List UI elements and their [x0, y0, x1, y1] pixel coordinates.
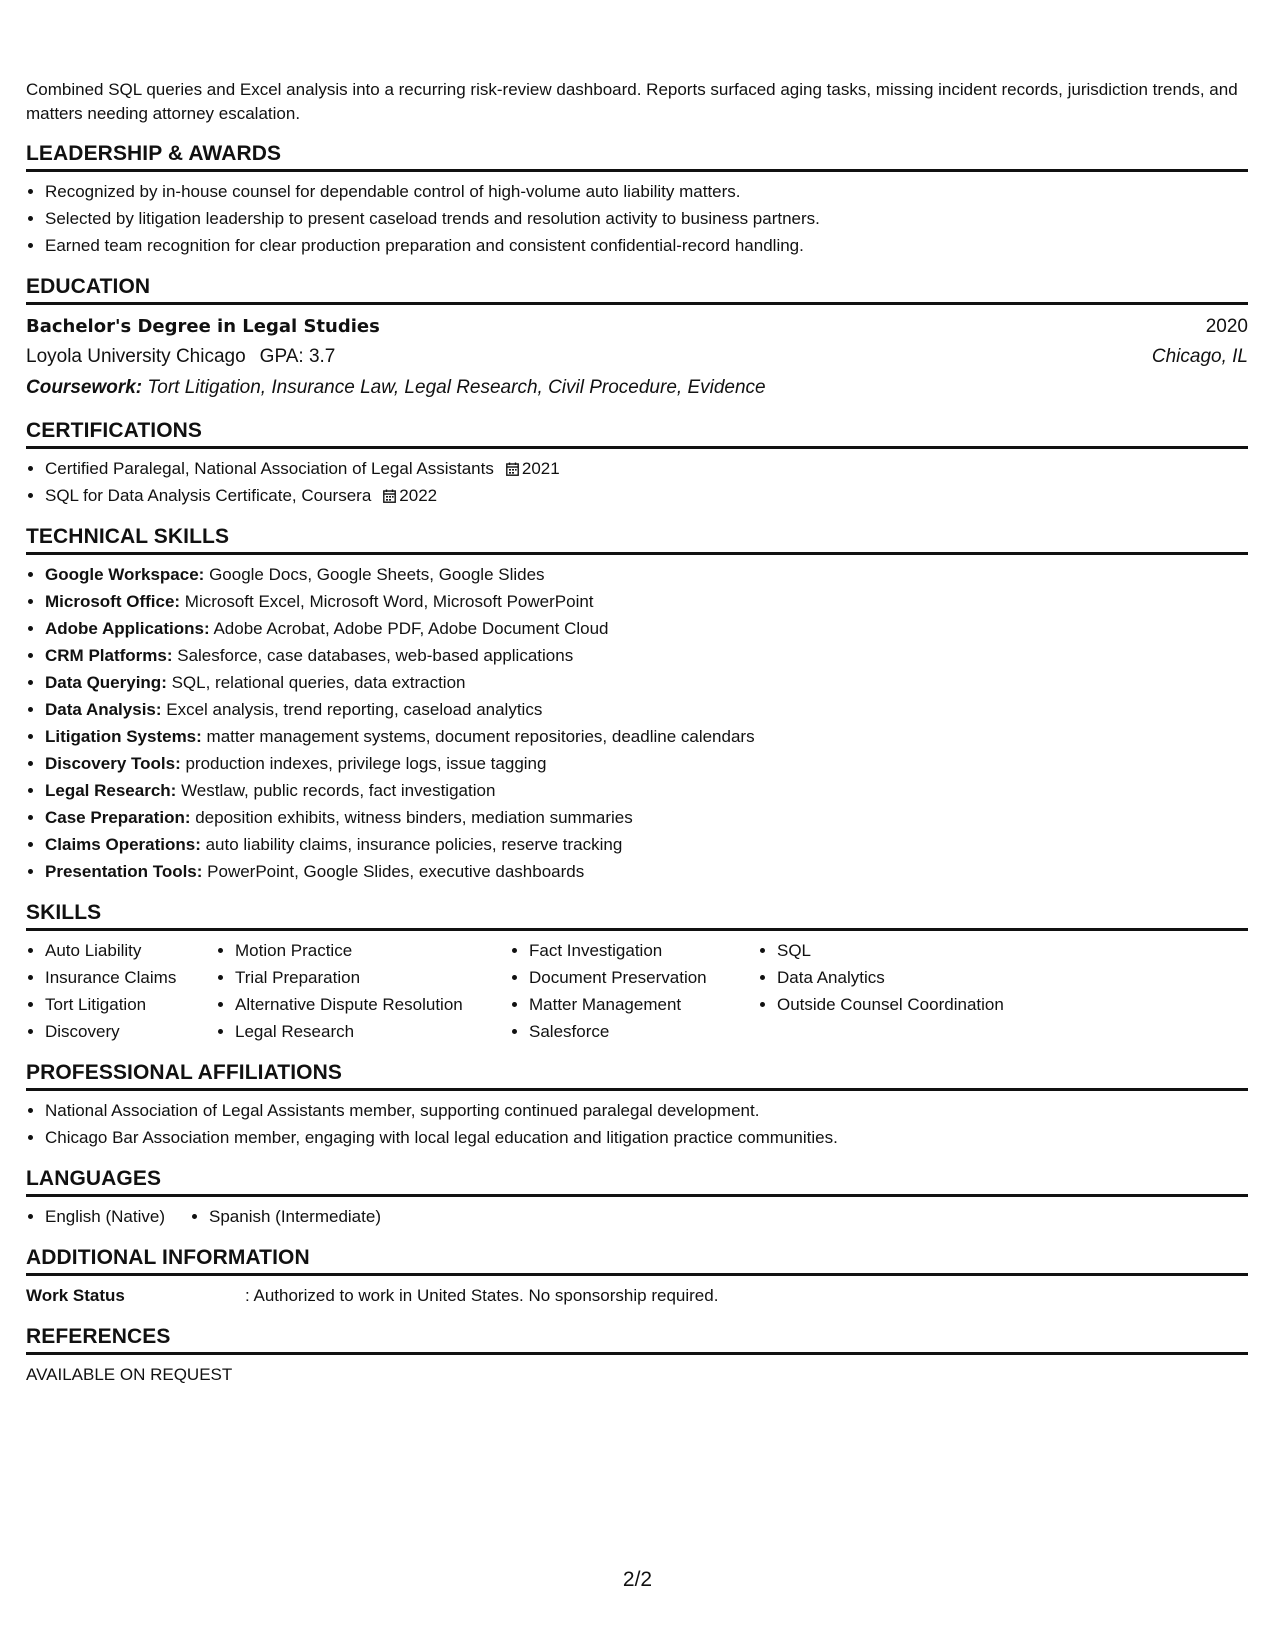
- coursework-list: Tort Litigation, Insurance Law, Legal Research, Civil Procedure, Evidence: [142, 377, 766, 398]
- skill-values: auto liability claims, insurance policies, reserve tracking: [200, 835, 623, 854]
- leadership-section: [26, 142, 1248, 259]
- skills-section: [26, 901, 1248, 1045]
- section-title-additional-info: ADDITIONAL INFORMATION: [26, 1246, 1248, 1276]
- technical-skill-item: [45, 750, 1248, 777]
- references-section: [26, 1325, 1248, 1388]
- skill-category: Legal Research:: [45, 781, 177, 800]
- school-location: Chicago, IL: [1151, 346, 1248, 367]
- skill-values: SQL, relational queries, data extraction: [166, 673, 466, 692]
- language-item: • English (Native): [45, 1203, 165, 1230]
- resume-page: [26, 78, 1248, 1388]
- skill-item: • Salesforce: [529, 1018, 758, 1045]
- skill-category: Claims Operations:: [45, 835, 201, 854]
- skill-item: • Fact Investigation: [529, 937, 758, 964]
- section-title-affiliations: PROFESSIONAL AFFILIATIONS: [26, 1061, 1248, 1091]
- technical-skill-item: [45, 642, 1248, 669]
- skill-category: Data Querying:: [45, 673, 167, 692]
- certification-year: 2022: [399, 486, 438, 505]
- skill-item: • Insurance Claims: [45, 964, 216, 991]
- skills-column: [216, 937, 510, 1045]
- work-status-label: Work Status: [26, 1286, 125, 1305]
- experience-continuation-text: Combined SQL queries and Excel analysis into a recurring risk-review dashboard. Reports surfaced aging tasks, missing incident records, jurisdiction trends, and matters needing attorney escalation.: [26, 80, 1238, 123]
- technical-skill-item: [45, 696, 1248, 723]
- section-title-references: REFERENCES: [26, 1325, 1248, 1355]
- skill-values: deposition exhibits, witness binders, mediation summaries: [190, 808, 633, 827]
- certification-year: 2021: [521, 459, 560, 478]
- section-title-education: EDUCATION: [26, 275, 1248, 305]
- skill-item: • Document Preservation: [529, 964, 758, 991]
- coursework-label: Coursework:: [26, 377, 143, 398]
- degree-title: Bachelor's Degree in Legal Studies: [26, 316, 380, 337]
- skill-item: • Auto Liability: [45, 937, 216, 964]
- skill-item: • Discovery: [45, 1018, 216, 1045]
- calendar-icon: [383, 489, 396, 503]
- skills-column: [758, 937, 1077, 1045]
- leadership-item: • Earned team recognition for clear production preparation and consistent confidential-record handling.: [45, 232, 1248, 259]
- skill-item: • SQL: [777, 937, 1077, 964]
- skill-item: • Data Analytics: [777, 964, 1077, 991]
- calendar-icon: [506, 462, 519, 476]
- skill-category: Litigation Systems:: [45, 727, 202, 746]
- skill-values: matter management systems, document repositories, deadline calendars: [201, 727, 755, 746]
- skill-values: PowerPoint, Google Slides, executive dashboards: [202, 862, 585, 881]
- technical-skill-item: [45, 615, 1248, 642]
- skill-values: Excel analysis, trend reporting, caseload analytics: [161, 700, 543, 719]
- certification-item: [45, 455, 1248, 482]
- skill-category: Presentation Tools:: [45, 862, 203, 881]
- certifications-section: [26, 419, 1248, 509]
- references-text: AVAILABLE ON REQUEST: [26, 1365, 233, 1384]
- technical-skills-section: [26, 525, 1248, 885]
- work-status-value: : Authorized to work in United States. No sponsorship required.: [245, 1286, 719, 1305]
- skills-grid: [26, 937, 1248, 1045]
- leadership-item: • Selected by litigation leadership to present caseload trends and resolution activity to business partners.: [45, 205, 1248, 232]
- coursework-line: [26, 372, 1248, 403]
- section-title-leadership: LEADERSHIP & AWARDS: [26, 142, 1248, 172]
- skill-values: Salesforce, case databases, web-based applications: [172, 646, 574, 665]
- technical-skill-item: [45, 831, 1248, 858]
- graduation-year: 2020: [1205, 316, 1248, 337]
- skill-category: Case Preparation:: [45, 808, 191, 827]
- skill-category: Google Workspace:: [45, 565, 205, 584]
- technical-skill-item: [45, 858, 1248, 885]
- skill-item: • Matter Management: [529, 991, 758, 1018]
- skill-category: Adobe Applications:: [45, 619, 210, 638]
- skill-category: Discovery Tools:: [45, 754, 181, 773]
- technical-skill-item: [45, 561, 1248, 588]
- section-title-technical-skills: TECHNICAL SKILLS: [26, 525, 1248, 555]
- skills-column: [26, 937, 216, 1045]
- skill-category: CRM Platforms:: [45, 646, 173, 665]
- skill-category: Microsoft Office:: [45, 592, 181, 611]
- technical-skill-item: [45, 777, 1248, 804]
- skill-item: • Outside Counsel Coordination: [777, 991, 1077, 1018]
- languages-section: [26, 1167, 1248, 1230]
- skill-item: • Trial Preparation: [235, 964, 510, 991]
- section-title-languages: LANGUAGES: [26, 1167, 1248, 1197]
- technical-skill-item: [45, 723, 1248, 750]
- skill-values: Westlaw, public records, fact investigation: [176, 781, 496, 800]
- affiliation-item: • Chicago Bar Association member, engaging with local legal education and litigation practice communities.: [45, 1124, 1248, 1151]
- affiliation-item: • National Association of Legal Assistants member, supporting continued paralegal development.: [45, 1097, 1248, 1124]
- school-line: [26, 342, 335, 372]
- gpa: GPA: 3.7: [259, 346, 336, 367]
- technical-skill-item: [45, 669, 1248, 696]
- skills-column: [510, 937, 758, 1045]
- skill-values: Google Docs, Google Sheets, Google Slides: [204, 565, 545, 584]
- school-name: Loyola University Chicago: [26, 346, 246, 367]
- affiliations-section: [26, 1061, 1248, 1151]
- additional-info-section: [26, 1246, 1248, 1309]
- skill-item: • Alternative Dispute Resolution: [235, 991, 510, 1018]
- certification-name: SQL for Data Analysis Certificate, Coursera: [45, 486, 372, 505]
- technical-skill-item: [45, 804, 1248, 831]
- section-title-skills: SKILLS: [26, 901, 1248, 931]
- skill-values: production indexes, privilege logs, issue tagging: [180, 754, 547, 773]
- language-item: • Spanish (Intermediate): [209, 1203, 381, 1230]
- certification-item: [45, 482, 1248, 509]
- certification-name: Certified Paralegal, National Association of Legal Assistants: [45, 459, 494, 478]
- leadership-item: • Recognized by in-house counsel for dependable control of high-volume auto liability matters.: [45, 178, 1248, 205]
- skill-values: Microsoft Excel, Microsoft Word, Microsoft PowerPoint: [180, 592, 594, 611]
- skill-category: Data Analysis:: [45, 700, 162, 719]
- skill-values: Adobe Acrobat, Adobe PDF, Adobe Document Cloud: [209, 619, 609, 638]
- education-section: [26, 275, 1248, 403]
- section-title-certifications: CERTIFICATIONS: [26, 419, 1248, 449]
- skill-item: • Legal Research: [235, 1018, 510, 1045]
- page-number: 2/2: [622, 1568, 653, 1591]
- technical-skill-item: [45, 588, 1248, 615]
- skill-item: • Tort Litigation: [45, 991, 216, 1018]
- skill-item: • Motion Practice: [235, 937, 510, 964]
